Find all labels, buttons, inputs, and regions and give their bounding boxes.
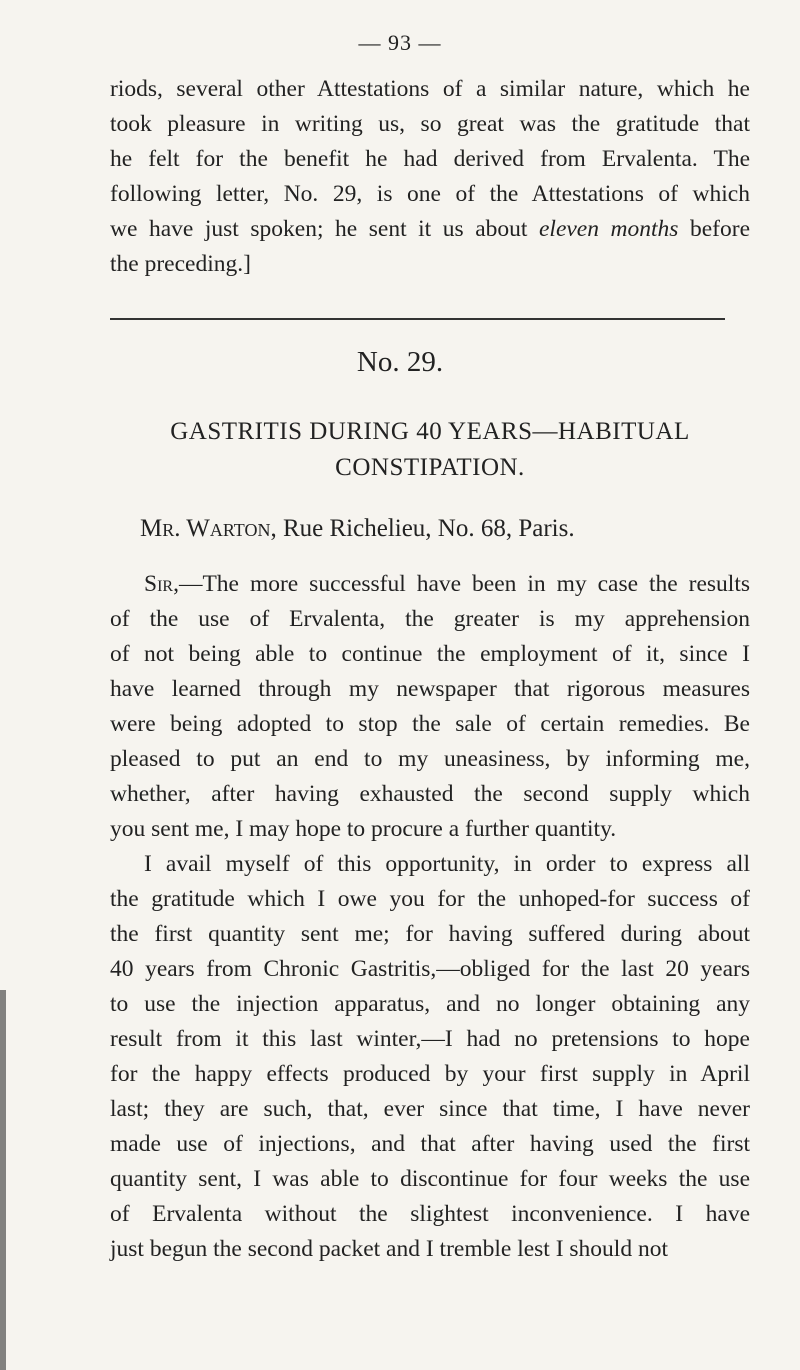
letter-line: of the use of Ervalenta, the greater is my apprehension <box>110 606 750 632</box>
letter-line: of Ervalenta without the slightest inconvenience. I have <box>110 1201 750 1227</box>
letter-line: result from it this last winter,—I had no pretensions to hope <box>110 1026 750 1052</box>
letter-line: just begun the second packet and I tremble lest I should not <box>110 1236 668 1262</box>
letter-paragraph-1 <box>110 567 750 847</box>
letter-line: made use of injections, and that after having used the first <box>110 1131 750 1157</box>
section-divider <box>110 318 725 320</box>
addressee-address: Rue Richelieu, No. 68, Paris. <box>282 515 575 542</box>
letter-line: were being adopted to stop the sale of certain remedies. Be <box>110 711 750 737</box>
letter-addressee <box>140 515 575 543</box>
intro-line5-after: before <box>690 216 751 242</box>
page-edge-shadow <box>0 990 6 1370</box>
intro-paragraph <box>110 72 750 282</box>
para1-line1-rest: —The more successful have been in my case the results <box>178 571 750 597</box>
letter-line: pleased to put an end to my uneasiness, by informing me, <box>110 746 750 772</box>
letter-number: No. 29. <box>356 346 444 378</box>
page-number: — 93 — <box>358 30 442 55</box>
intro-line: following letter, No. 29, is one of the Attestations of which <box>110 181 750 207</box>
letter-line: you sent me, I may hope to procure a further quantity. <box>110 816 617 842</box>
intro-line5-italic: eleven months <box>538 216 679 242</box>
letter-line: the gratitude which I owe you for the unhoped-for success of <box>110 886 750 912</box>
letter-line: for the happy effects produced by your first supply in April <box>110 1061 750 1087</box>
letter-line <box>110 567 750 602</box>
headline-line-2: CONSTIPATION. <box>335 454 525 481</box>
letter-line: of not being able to continue the employment of it, since I <box>110 641 750 667</box>
intro-line: he felt for the benefit he had derived from Ervalenta. The <box>110 146 750 172</box>
letter-line: quantity sent, I was able to discontinue for four weeks the use <box>110 1166 750 1192</box>
letter-paragraph-2 <box>110 847 750 1267</box>
intro-line: riods, several other Attestations of a similar nature, which he <box>110 76 750 102</box>
letter-line: last; they are such, that, ever since that time, I have never <box>110 1096 750 1122</box>
letter-line: whether, after having exhausted the second supply which <box>110 781 750 807</box>
headline-line-1: GASTRITIS DURING 40 YEARS—HABITUAL <box>170 418 690 445</box>
letter-line: to use the injection apparatus, and no longer obtaining any <box>110 991 750 1017</box>
letter-line: I avail myself of this opportunity, in order to express all <box>144 851 750 877</box>
letter-line: have learned through my newspaper that rigorous measures <box>110 676 750 702</box>
intro-line <box>110 212 750 247</box>
intro-line: the preceding.] <box>110 251 251 277</box>
salutation: Sir, <box>144 571 179 597</box>
letter-line: the first quantity sent me; for having suffered during about <box>110 921 750 947</box>
intro-line5-before: we have just spoken; he sent it us about <box>110 216 528 242</box>
letter-line: 40 years from Chronic Gastritis,—obliged for the last 20 years <box>110 956 750 982</box>
letter-headline <box>110 414 750 486</box>
intro-line: took pleasure in writing us, so great was the gratitude that <box>110 111 750 137</box>
addressee-name: Mr. Warton, <box>140 515 277 542</box>
